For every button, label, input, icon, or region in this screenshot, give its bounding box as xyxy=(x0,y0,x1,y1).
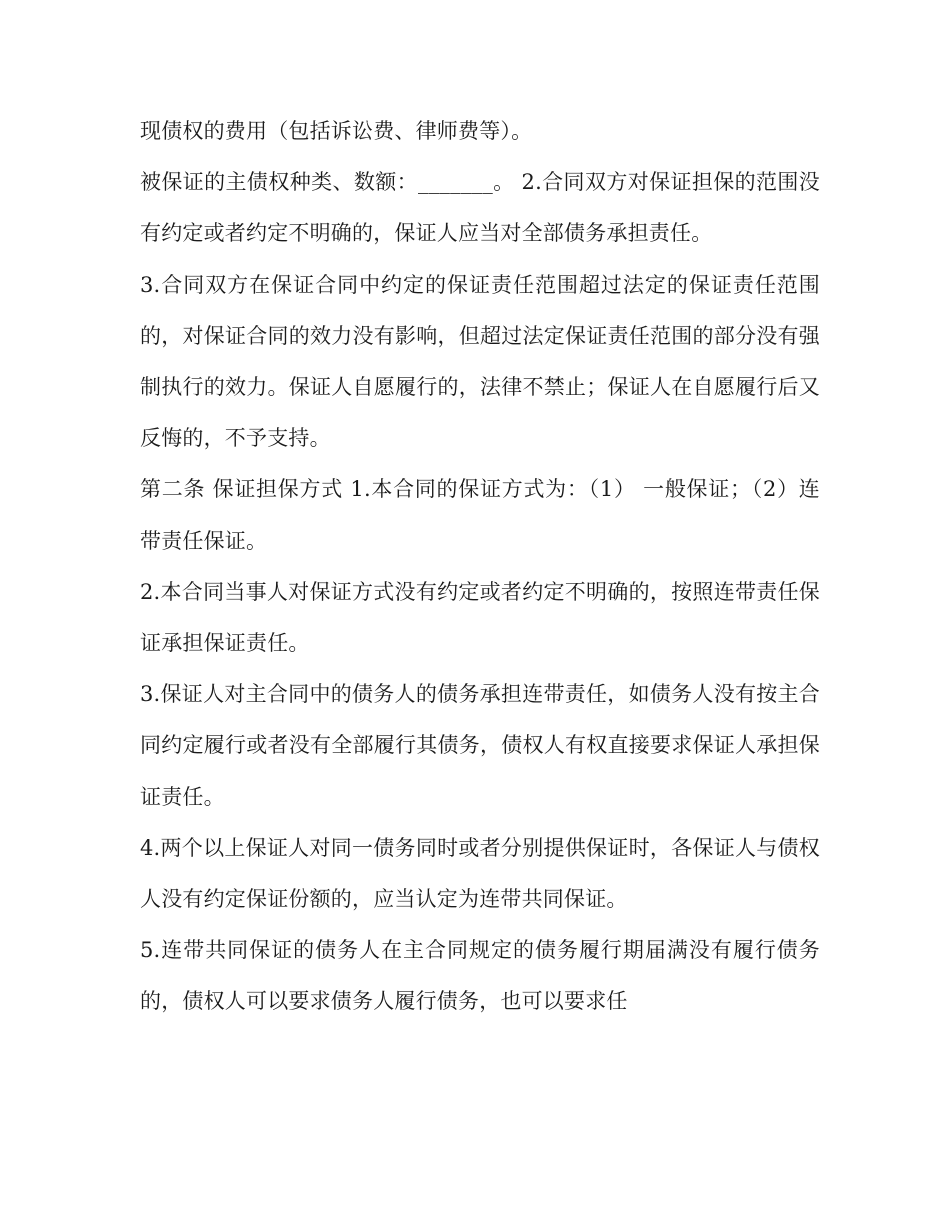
paragraph-scope-exceeds-law: 3.合同双方在保证合同中约定的保证责任范围超过法定的保证责任范围的，对保证合同的效力没有影响，但超过法定保证责任范围的部分没有强制执行的效力。保证人自愿履行的，法律不禁止；保证人在自愿履行后又反悔的，不予支持。 xyxy=(140,272,820,451)
paragraph-default-joint-liability: 2.本合同当事人对保证方式没有约定或者约定不明确的，按照连带责任保证承担保证责任。 xyxy=(140,579,820,656)
paragraph-guarantor-joint-liability: 3.保证人对主合同中的债务人的债务承担连带责任，如债务人没有按主合同约定履行或者没有全部履行其债务，债权人有权直接要求保证人承担保证责任。 xyxy=(140,682,820,809)
paragraph-joint-guarantee-default: 5.连带共同保证的债务人在主合同规定的债务履行期届满没有履行债务的，债权人可以要求债务人履行债务，也可以要求任 xyxy=(140,938,820,1014)
document-page xyxy=(140,106,820,1028)
paragraph-guaranteed-claim: 被保证的主债权种类、数额：_______。 2.合同双方对保证担保的范围没有约定或者约定不明确的，保证人应当对全部债务承担责任。 xyxy=(140,170,820,246)
paragraph-article-two: 第二条 保证担保方式 1.本合同的保证方式为：（1） 一般保证；（2）连带责任保证。 xyxy=(140,477,820,553)
paragraph-multiple-guarantors: 4.两个以上保证人对同一债务同时或者分别提供保证时，各保证人与债权人没有约定保证份额的，应当认定为连带共同保证。 xyxy=(140,835,820,912)
paragraph-fee-continuation: 现债权的费用（包括诉讼费、律师费等）。 xyxy=(140,119,533,143)
